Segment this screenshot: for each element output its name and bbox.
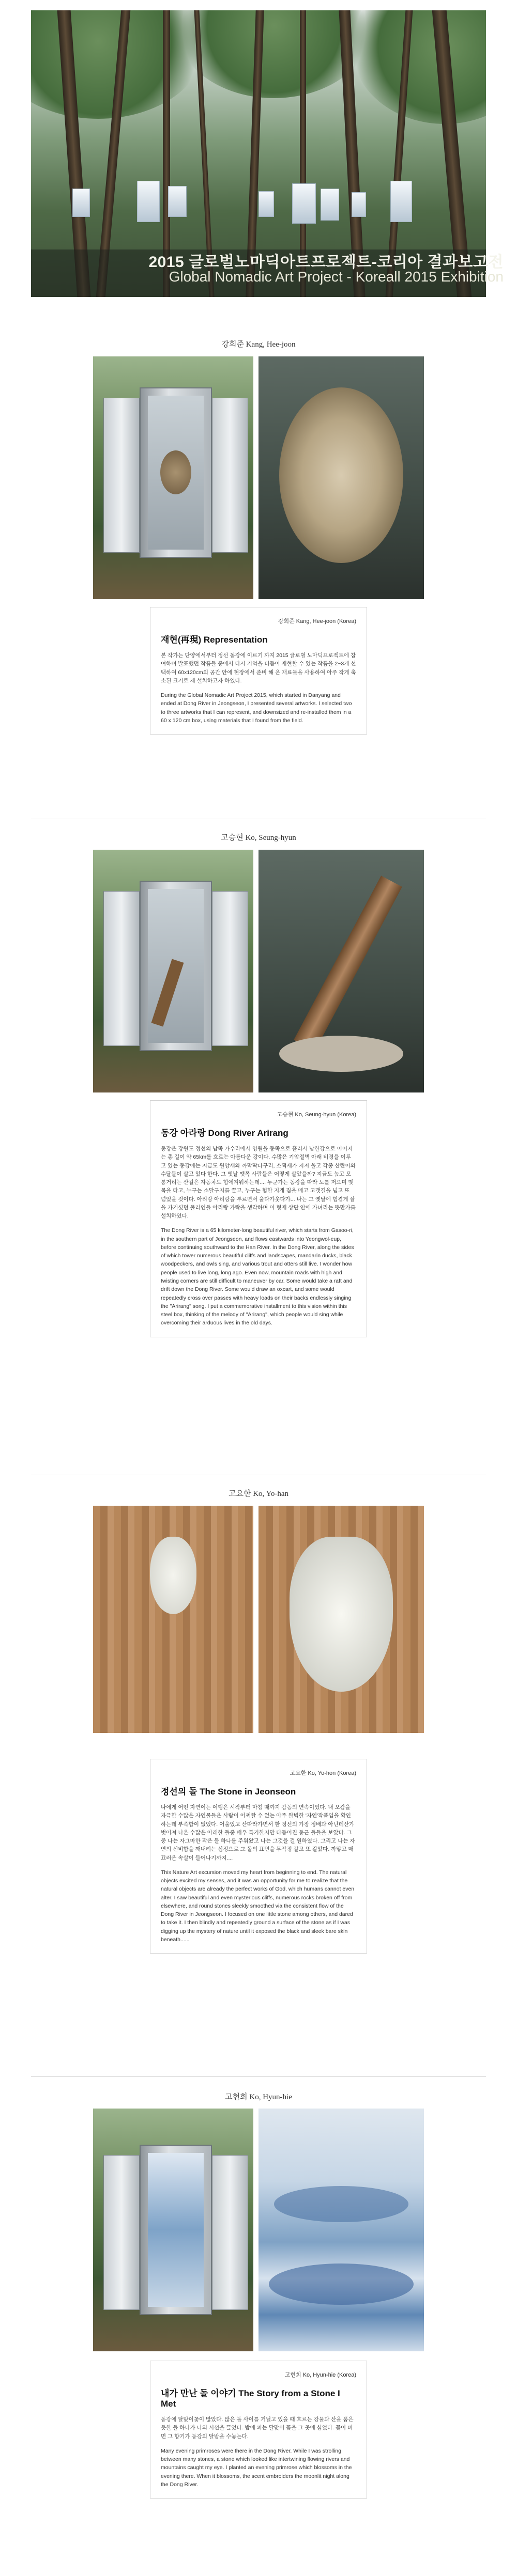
steel-cabinet [140, 881, 212, 1051]
white-stone [290, 1537, 393, 1692]
cabinet-door [212, 398, 248, 553]
cabinet-door [212, 891, 248, 1046]
installation-box [321, 189, 339, 221]
card-author: 고요한 Ko, Yo-hon (Korea) [290, 1770, 356, 1776]
steel-cabinet [140, 2145, 212, 2315]
artist-heading: 강희준 Kang, Hee-joon [221, 340, 296, 349]
artist-card [150, 2361, 367, 2499]
blue-stone-pattern [274, 2186, 408, 2222]
card-text-korean: 동강에 달맞이꽃이 많았다. 많은 돌 사이를 거닐고 있을 때 흐르는 강물과 산을 품은 듯한 돌 하나가 나의 시선을 끌었다. 밤에 피는 달맞이 꽃을 그 곳에 심었다. 꽃이 피면 그 향기가 동강의 달밤을 수놓는다. [161, 2416, 354, 2440]
installation-box [292, 183, 316, 224]
gravel-ring [160, 450, 191, 494]
white-stone [150, 1537, 196, 1614]
hero-title-english: Global Nomadic Art Project - Koreall 2015 Exhibition [169, 269, 504, 285]
blue-stone-pattern [269, 2263, 414, 2305]
cabinet-door [103, 398, 140, 553]
artist-photo-detail [258, 2109, 424, 2351]
artist-card [150, 1759, 367, 1954]
artist-card [150, 1100, 367, 1337]
card-text-english: During the Global Nomadic Art Project 2015, which started in Danyang and ended at Dong River in Jeongseon, I presented several artworks. I selected two to three artworks that I can represent, and downsized and re-installed them in a 60 x 120 cm box, using materials that I found from the field. [161, 692, 352, 724]
steel-cabinet [140, 387, 212, 558]
card-text-korean: 나에게 어떤 자연이는 여행은 시작부터 마침 때까지 감동의 연속이었다. 내 오감을 자극한 수많은 자연물들은 사람이 어쩌할 수 없는 아주 완벽한 '자연'작품임을 확인하는데 부족함이 없었다. 어울었고 산따라가면서 한 정선의 가장 정배과 아닌데산가 벗어져 나온 수많은 아래한 돌중 매우 특기한지만 다듬어진 동근 돌들을 보았다. 그 중 나는 자그마한 작은 돌 하나를 주워왔고 나는 그것을 걸 원하였다. 그리고 나는 자연의 신비함을 깨내려는 심정으로 그 돌의 표면을 무작정 갈고 또 갈았다. 까맣고 매끄러운 속살이 들어나기까지.... [161, 1804, 355, 1861]
artist-photo-outdoor [93, 356, 253, 599]
card-title: 동강 아라랑 Dong River Arirang [161, 1128, 288, 1138]
cabinet-door [103, 891, 140, 1046]
installation-box [390, 181, 412, 222]
river-stones [279, 1036, 403, 1072]
installation-box [72, 189, 90, 217]
card-title: 정선의 돌 The Stone in Jeonseon [161, 1787, 296, 1797]
installation-box [258, 191, 274, 217]
artist-photo-detail [258, 850, 424, 1092]
driftwood [294, 876, 402, 1051]
artist-photo-outdoor [93, 850, 253, 1092]
canopy-right [352, 10, 486, 124]
cabinet-door [212, 2155, 248, 2310]
card-title: 재현(再現) Representation [161, 635, 268, 645]
card-author: 고승현 Ko, Seung-hyun (Korea) [277, 1112, 356, 1118]
card-author: 고현희 Ko, Hyun-hie (Korea) [284, 2372, 356, 2378]
card-title: 내가 만난 돌 이야기 The Story from a Stone I Met [161, 2388, 340, 2409]
card-text-english: This Nature Art excursion moved my heart from beginning to end. The natural objects excited my senses, and it was an opportunity for me to realize that the natural objects are already the perfect works of God, which humans cannot even alter. I saw beautiful and even mysterious cliffs, numerous rocks broken off from elsewhere, and round stones sleekly smoothed via the consistent flow of the Dong River in Jeongseon. I focused on one little stone among others, and dared to take it. I then blindly and repeatedly ground a surface of the stone as if I was digging up the mystery of nature until it exposed the black and sleek bare skin beneath...... [161, 1869, 355, 1943]
artist-heading: 고승현 Ko, Seung-hyun [221, 834, 296, 842]
hero-title-korean: 2015 글로벌노마딕아트프로젝트-코리아 결과보고전 [148, 254, 504, 271]
card-text-korean: 본 작가는 단양에서부터 정선 동강에 이르기 까지 2015 글로벌 노마딕프로젝트에 참여하며 발표했던 작품들 중에서 다시 기억을 더듬어 재현할 수 있는 작품을 2~3개 선택하여 60x120cm의 공간 안에 현장에서 준비 해 온 재료들을 사용하여 아주 작게 축소된 크기로 재 설치하고자 하였다. [161, 652, 356, 684]
artist-photo-outdoor [93, 2109, 253, 2351]
artist-heading: 고현희 Ko, Hyun-hie [225, 2093, 292, 2101]
card-author: 강희준 Kang, Hee-joon (Korea) [278, 618, 356, 625]
gravel-ring [279, 387, 403, 563]
card-text-korean: 동강은 강원도 정선의 남쪽 가수리에서 영월을 동쪽으로 흘러서 남한강으로 이어지는 총 길이 약 65km를 흐르는 아름다운 강이다. 수많은 기암절벽 아래 비경을 이루고 있는 동강에는 지금도 원앙새와 까막딱다구리, 소쩍새가 지저 울고 각종 산란어와 수달들이 살고 있다 한다. 그 옛날 뗏목 사람들은 어떻게 살았을까? 지금도 높고 모퉁거리는 산길은 자동차도 힘에겨워하는데.... 누군가는 동강을 따라 노를 저으며 뗏목을 타고, 누구는 소달구지를 끌고, 누구는 험한 지게 짐을 메고 고갯길을 넘고 또 넘었을 것이다. 아리랑 아리랑을 부르면서 울다가웃다가... 나는 그 옛날에 힘겹게 살을 가거셨던 풀러인들 아리랑 가락을 생각하며 이 형제 상단 안에 가녀리는 뜻만가를 설치하였다. [161, 1146, 356, 1220]
artist-photo-detail [258, 1506, 424, 1733]
installation-box [168, 186, 187, 217]
artist-card [150, 607, 367, 735]
artist-photo-outdoor [93, 1506, 253, 1733]
artist-photo-detail [258, 356, 424, 599]
card-text-english: The Dong River is a 65 kilometer-long beautiful river, which starts from Gasoo-ri, in the southern part of Jeongseon, and flows eastwards into Yeongwol-eup, before continuing southward to the Han River. In the Dong River, along the sides of which tower numerous beautiful cliffs and landscapes, mandarin ducks, black woodpeckers, and owls sing, and various trout and otters still live. I wonder how people used to live long, long ago. Even now, mountain roads with high and twisting corners are still difficult to maneuver by car. Some would take a raft and drift down the Dong River. Some would draw an oxcart, and some would repeatedly cross over passes with heavy loads on their backs endlessly singing the "Arirang" song. I put a commemorative installment to this vision within this steel box, thinking of the melody of "Arirang", which people would sing while overcoming their arduous lives in the old days. [161, 1227, 354, 1326]
card-text-english: Many evening primroses were there in the Dong River. While I was strolling between many stones, a stone which looked like intertwining flowing rivers and mountains caught my eye. I planted an evening primrose which blossoms in the evening there. When it blossoms, the scent embroiders the moonlit night along the Dong River. [161, 2447, 352, 2488]
cabinet-door [103, 2155, 140, 2310]
installation-box [352, 192, 366, 217]
installation-box [137, 181, 160, 222]
artist-heading: 고요한 Ko, Yo-han [229, 1490, 288, 1498]
